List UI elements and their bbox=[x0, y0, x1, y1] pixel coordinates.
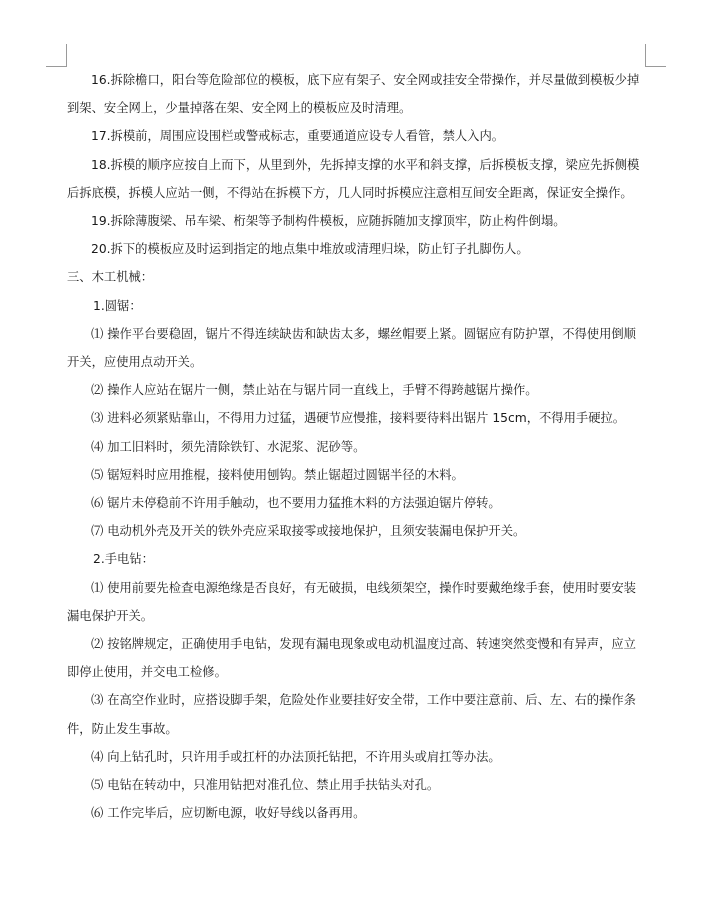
top-right-margin-mark bbox=[645, 44, 666, 67]
subsection-heading-hand-drill: 2.手电钻： bbox=[93, 552, 154, 567]
paragraph-17: 17.拆模前，周围应设围栏或警戒标志，重要通道应设专人看管，禁人入内。 bbox=[91, 129, 505, 144]
section-heading: 三、木工机械： bbox=[67, 270, 154, 285]
saw-item-4: ⑷ 加工旧料时，须先清除铁钉、水泥浆、泥砂等。 bbox=[91, 439, 366, 454]
saw-item-2: ⑵ 操作人应站在锯片一侧，禁止站在与锯片同一直线上，手臂不得跨越锯片操作。 bbox=[91, 383, 538, 398]
paragraph-18: 18.拆模的顺序应按自上而下，从里到外，先拆掉支撑的水平和斜支撑，后拆模板支撑，梁应先拆侧模后拆底模，拆模人应站一侧，不得站在拆模下方，几人同时拆模应注意相互间安全距离，保证安全操作。 bbox=[67, 157, 640, 200]
saw-item-1: ⑴ 操作平台要稳固，锯片不得连续缺齿和缺齿太多，螺丝帽要上紧。圆锯应有防护罩，不得使用倒顺开关，应使用点动开关。 bbox=[67, 326, 636, 370]
document-body bbox=[67, 66, 645, 827]
paragraph-16: 16.拆除檐口，阳台等危险部位的模板，底下应有架子、安全网或挂安全带操作，并尽量做到模板少掉到架、安全网上，少量掉落在架、安全网上的模板应及时清理。 bbox=[67, 73, 640, 116]
subsection-heading-circular-saw: 1.圆锯： bbox=[93, 298, 142, 313]
saw-item-5: ⑸ 锯短料时应用推棍，接料使用刨钩。禁止锯超过圆锯半径的木料。 bbox=[91, 467, 464, 482]
drill-item-1: ⑴ 使用前要先检查电源绝缘是否良好，有无破损，电线须架空，操作时要戴绝缘手套，使用时要安装漏电保护开关。 bbox=[67, 580, 636, 623]
saw-item-7: ⑺ 电动机外壳及开关的铁外壳应采取接零或接地保护，且须安装漏电保护开关。 bbox=[91, 524, 526, 539]
drill-item-5: ⑸ 电钻在转动中，只准用钻把对准孔位、禁止用手扶钻头对孔。 bbox=[91, 778, 440, 793]
paragraph-19: 19.拆除薄腹梁、吊车梁、桁架等予制构件模板，应随拆随加支撑顶牢，防止构件倒塌。 bbox=[91, 214, 566, 229]
drill-item-3: ⑶ 在高空作业时，应搭设脚手架，危险处作业要挂好安全带，工作中要注意前、后、左、右的操作条件，防止发生事故。 bbox=[67, 693, 636, 736]
saw-item-3: ⑶ 进料必须紧贴靠山，不得用力过猛，遇硬节应慢推，接料要待料出锯片 15cm，不得用手硬拉。 bbox=[91, 411, 626, 426]
saw-item-6: ⑹ 锯片未停稳前不许用手触动，也不要用力猛推木料的方法强迫锯片停转。 bbox=[91, 496, 501, 511]
drill-item-4: ⑷ 向上钻孔时，只许用手或扛杆的办法顶托钻把，不许用头或肩扛等办法。 bbox=[91, 749, 501, 764]
drill-item-6: ⑹ 工作完毕后，应切断电源，收好导线以备再用。 bbox=[91, 806, 366, 821]
paragraph-20: 20.拆下的模板应及时运到指定的地点集中堆放或清理归垛，防止钉子扎脚伤人。 bbox=[91, 242, 529, 257]
top-left-margin-mark bbox=[46, 44, 67, 67]
drill-item-2: ⑵ 按铭牌规定，正确使用手电钻，发现有漏电现象或电动机温度过高、转速突然变慢和有异声，应立即停止使用，并交电工检修。 bbox=[67, 637, 636, 680]
